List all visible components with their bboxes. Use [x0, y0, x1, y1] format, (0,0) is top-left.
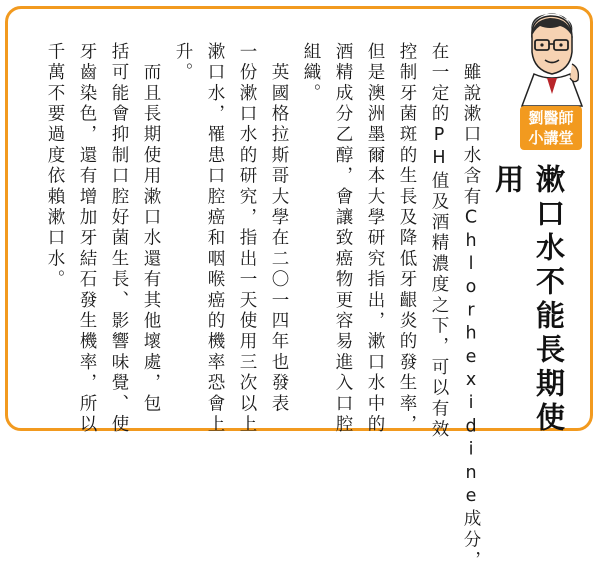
text-column: 但是澳洲墨爾本大學研究指出，漱口水中的 — [365, 42, 385, 436]
text-column: 千萬不要過度依賴漱口水。 — [45, 42, 65, 291]
text-column: 雖說漱口水含有Chlorhexidine成分， — [461, 42, 481, 571]
text-column: 在一定的PH值及酒精濃度之下，可以有效 — [429, 42, 449, 441]
text-column: 括可能會抑制口腔好菌生長、影響味覺、使 — [109, 42, 129, 436]
author-badge-line1: 劉醫師 — [528, 109, 574, 127]
text-column: 控制牙菌斑的生長及降低牙齦炎的發生率， — [397, 42, 417, 436]
article-title: 漱口水不能長期使用 — [491, 164, 566, 436]
text-column: 酒精成分乙醇，會讓致癌物更容易進入口腔 — [333, 42, 353, 436]
text-column: 漱口水，罹患口腔癌和咽喉癌的機率恐會上 — [205, 42, 225, 436]
author-badge — [520, 106, 582, 150]
text-column: 牙齒染色，還有增加牙結石發生機率，所以 — [77, 42, 97, 436]
text-column: 組織。 — [301, 42, 321, 105]
text-column: 一份漱口水的研究，指出一天使用三次以上 — [237, 42, 257, 436]
doctor-avatar-icon — [514, 8, 588, 108]
text-column: 英國格拉斯哥大學在二〇一四年也發表 — [269, 42, 289, 415]
text-column: 升。 — [173, 42, 193, 84]
author-badge-line2: 小講堂 — [528, 129, 574, 147]
text-column: 而且長期使用漱口水還有其他壞處，包 — [141, 42, 161, 415]
